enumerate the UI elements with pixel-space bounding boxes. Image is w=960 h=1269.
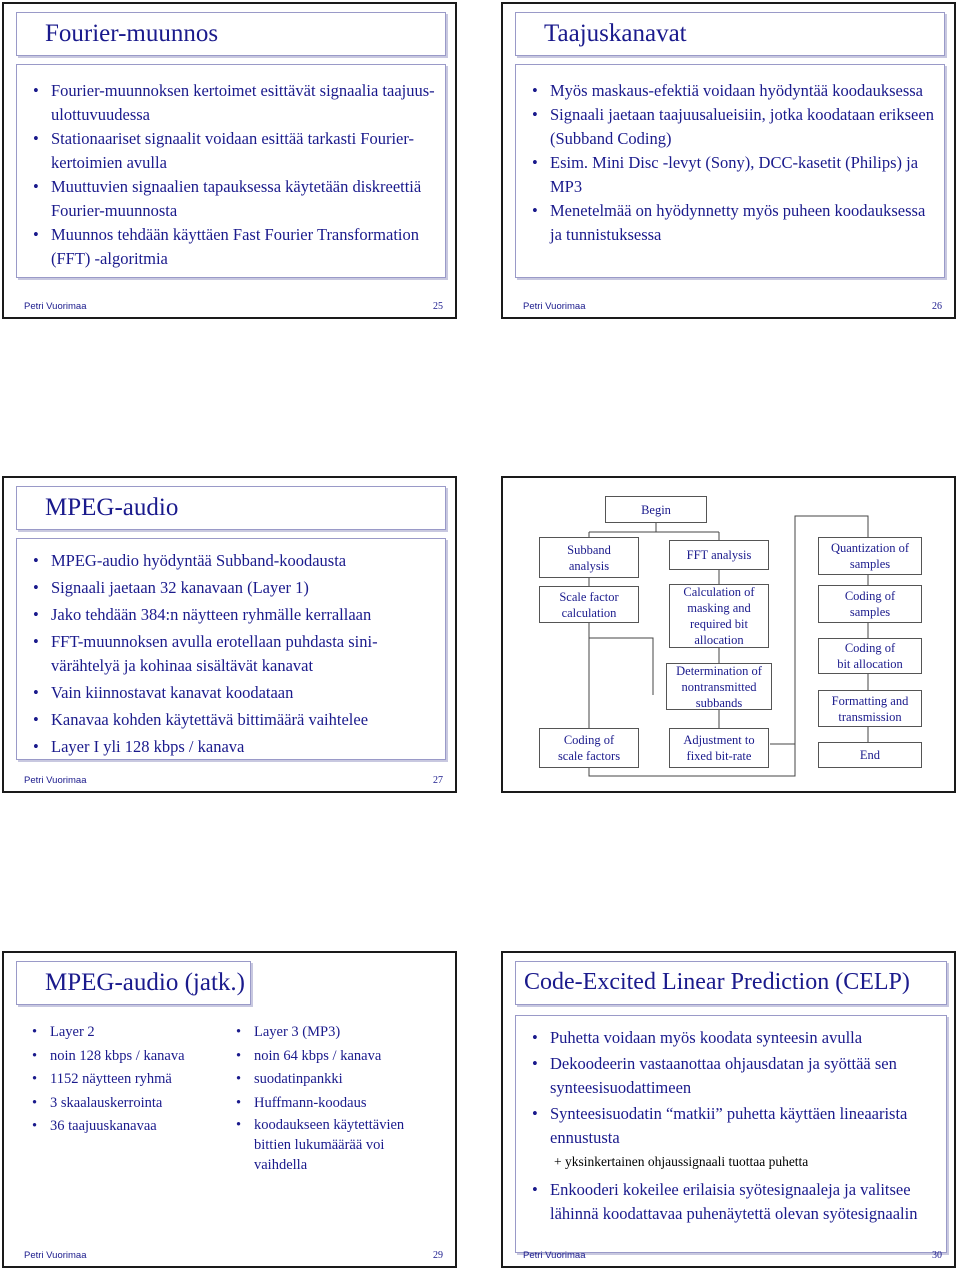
slide-title-box <box>16 12 446 56</box>
slide-28-flowchart <box>501 476 956 793</box>
bullet-item: • Muunnos tehdään käyttäen Fast Fourier Transformation (FFT) -algoritmia <box>33 223 435 271</box>
bullet-item: • Muuttuvien signaalien tapauksessa käytetään diskreettiä Fourier-muunnosta <box>33 175 435 223</box>
bullet-item: • Layer 3 (MP3) <box>236 1021 439 1045</box>
bullet-item: • Kanavaa kohden käytettävä bittimäärä vaihtelee <box>33 708 435 732</box>
page-number: 29 <box>433 1250 443 1261</box>
bullet-item: • Layer I yli 128 kbps / kanava <box>33 735 435 759</box>
flow-coding-samples: Coding of samples <box>818 585 922 623</box>
slide-body <box>16 64 446 278</box>
flow-calculation-masking: Calculation of masking and required bit allocation <box>669 584 769 648</box>
flow-determination: Determination of nontransmitted subbands <box>666 663 772 710</box>
slide-title: Fourier-muunnos <box>45 20 219 47</box>
sub-item: + yksinkertainen ohjaussignaali tuottaa puhetta <box>554 1154 809 1169</box>
bullet-list <box>32 1021 206 1139</box>
footer-author: Petri Vuorimaa <box>24 775 87 786</box>
bullet-item: • Layer 2 <box>32 1021 206 1045</box>
flow-subband-analysis: Subband analysis <box>539 537 639 578</box>
flow-adjustment: Adjustment to fixed bit-rate <box>669 728 769 768</box>
page-number: 27 <box>433 775 443 786</box>
bullet-item: • Stationaariset signaalit voidaan esittää tarkasti Fourier-kertoimien avulla <box>33 127 435 175</box>
slide-title-box <box>16 486 446 530</box>
bullet-item: • koodaukseen käytettävien bittien lukumäärää voi vaihdella <box>236 1115 439 1175</box>
slide-title: Taajuskanavat <box>544 20 687 47</box>
flow-formatting-transmission: Formatting and transmission <box>818 690 922 727</box>
slide-25 <box>2 2 457 319</box>
bullet-item: • Puhetta voidaan myös koodata synteesin avulla <box>532 1026 936 1050</box>
flow-begin: Begin <box>605 496 707 523</box>
bullet-list <box>236 1021 439 1175</box>
bullet-item: • Enkooderi kokeilee erilaisia syötesignaaleja ja valitsee lähinnä koodattavaa puhenäytettä olevan syötesignaalin <box>532 1178 936 1226</box>
flow-quantization: Quantization of samples <box>818 537 922 575</box>
slide-title-box <box>16 961 251 1005</box>
slide-title-box <box>515 961 947 1005</box>
bullet-list <box>532 79 934 247</box>
bullet-item: • 36 taajuuskanavaa <box>32 1115 206 1139</box>
slide-body <box>16 538 446 760</box>
bullet-item: • Dekoodeerin vastaanottaa ohjausdatan ja syöttää sen synteesisuodattimeen <box>532 1052 936 1100</box>
bullet-item: • Jako tehdään 384:n näytteen ryhmälle kerrallaan <box>33 603 435 627</box>
bullet-item: • Menetelmää on hyödynnetty myös puheen koodauksessa ja tunnistuksessa <box>532 199 934 247</box>
bullet-list <box>33 79 435 271</box>
bullet-item: • noin 128 kbps / kanava <box>32 1045 206 1069</box>
flow-scale-factor-calculation: Scale factor calculation <box>539 586 639 623</box>
bullet-item: • suodatinpankki <box>236 1068 439 1092</box>
slide-30 <box>501 951 956 1268</box>
bullet-item: • noin 64 kbps / kanava <box>236 1045 439 1069</box>
bullet-item: • Esim. Mini Disc -levyt (Sony), DCC-kasetit (Philips) ja MP3 <box>532 151 934 199</box>
bullet-item: • Signaali jaetaan 32 kanavaan (Layer 1) <box>33 576 435 600</box>
slide-29 <box>2 951 457 1268</box>
slide-title: MPEG-audio <box>45 494 179 521</box>
bullet-list <box>532 1026 936 1226</box>
bullet-item: • Huffmann-koodaus <box>236 1092 439 1116</box>
page-number: 30 <box>932 1250 942 1261</box>
footer-author: Petri Vuorimaa <box>24 301 87 312</box>
bullet-item: • Fourier-muunnoksen kertoimet esittävät signaalia taajuus-ulottuvuudessa <box>33 79 435 127</box>
slide-title: Code-Excited Linear Prediction (CELP) <box>524 969 910 995</box>
bullet-item: • 1152 näytteen ryhmä <box>32 1068 206 1092</box>
bullet-item: • FFT-muunnoksen avulla erotellaan puhdasta sini-värähtelyä ja kohinaa sisältävät kanavat <box>33 630 435 678</box>
bullet-item: • Synteesisuodatin “matkii” puhetta käyttäen lineaarista ennustusta <box>532 1102 936 1150</box>
flow-end: End <box>818 742 922 768</box>
flow-coding-scale-factors: Coding of scale factors <box>539 728 639 768</box>
bullet-list <box>33 549 435 759</box>
flow-fft-analysis: FFT analysis <box>669 540 769 570</box>
footer-author: Petri Vuorimaa <box>523 301 586 312</box>
slide-title: MPEG-audio (jatk.) <box>45 969 245 996</box>
page-number: 26 <box>932 301 942 312</box>
slide-27 <box>2 476 457 793</box>
footer-author: Petri Vuorimaa <box>24 1250 87 1261</box>
footer-author: Petri Vuorimaa <box>523 1250 586 1261</box>
bullet-item: • Signaali jaetaan taajuusalueisiin, jotka koodataan erikseen (Subband Coding) <box>532 103 934 151</box>
bullet-item: • Myös maskaus-efektiä voidaan hyödyntää koodauksessa <box>532 79 934 103</box>
slide-26 <box>501 2 956 319</box>
bullet-item: • Vain kiinnostavat kanavat koodataan <box>33 681 435 705</box>
bullet-item: • MPEG-audio hyödyntää Subband-koodausta <box>33 549 435 573</box>
slide-title-box <box>515 12 945 56</box>
slide-body <box>515 64 945 278</box>
flow-coding-bit-allocation: Coding of bit allocation <box>818 638 922 674</box>
slide-body <box>515 1015 947 1253</box>
bullet-item: • 3 skaalauskerrointa <box>32 1092 206 1116</box>
page-number: 25 <box>433 301 443 312</box>
